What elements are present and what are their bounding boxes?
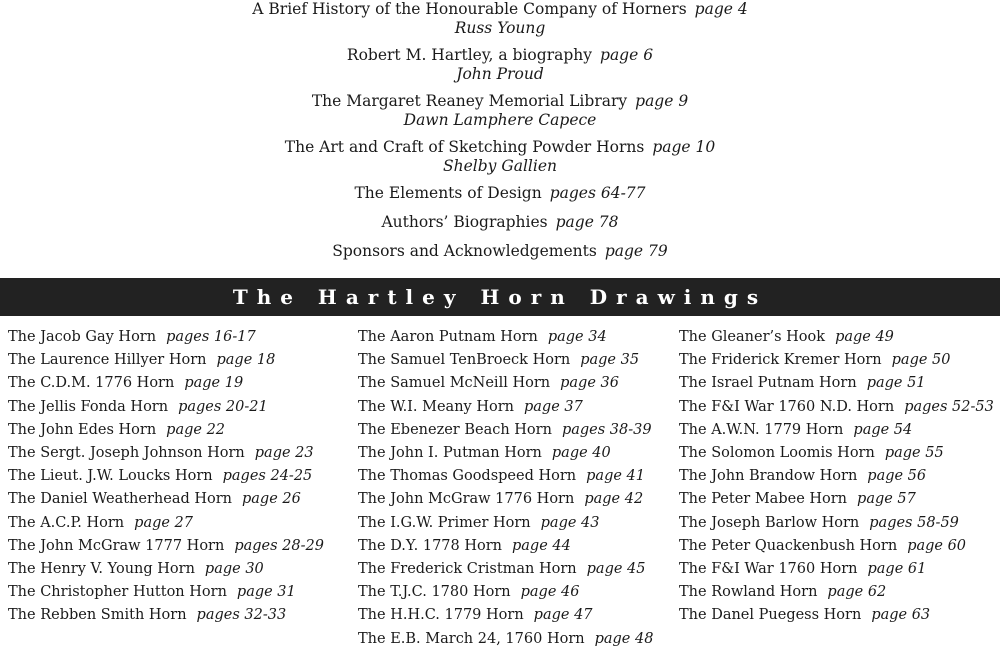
list-item: The Frederick Cristman Horn page 45: [358, 561, 646, 578]
list-item: The F&I War 1760 N.D. Horn pages 52-53: [679, 398, 994, 415]
list-item: The Danel Puegess Horn page 63: [679, 607, 931, 624]
entry-page: page 4: [694, 0, 748, 18]
list-item: The John Edes Horn page 22: [8, 421, 226, 438]
list-item: The Thomas Goodspeed Horn page 41: [358, 468, 645, 485]
entry-title: The Margaret Reaney Memorial Library: [311, 92, 628, 110]
list-item: The Rebben Smith Horn pages 32-33: [8, 607, 287, 624]
list-item: The John Brandow Horn page 56: [679, 468, 927, 485]
list-item: The Gleaner’s Hook page 49: [679, 329, 894, 345]
list-item: The A.W.N. 1779 Horn page 54: [679, 421, 913, 438]
entry-author: Shelby Gallien: [443, 157, 557, 175]
list-item: The Joseph Barlow Horn pages 58-59: [679, 514, 959, 531]
list-item: The D.Y. 1778 Horn page 44: [358, 537, 571, 554]
list-item: The Samuel TenBroeck Horn page 35: [358, 352, 640, 369]
list-item: The Henry V. Young Horn page 30: [8, 561, 264, 578]
entry-page: page 9: [635, 92, 689, 110]
entry-author: John Proud: [456, 65, 544, 83]
list-item: The Laurence Hillyer Horn page 18: [8, 352, 276, 369]
intro-entry: [0, 0, 1000, 37]
list-item: The Daniel Weatherhead Horn page 26: [8, 491, 301, 508]
list-item: The Jacob Gay Horn pages 16-17: [8, 329, 256, 345]
horn-column-3: [679, 326, 994, 628]
list-item: The C.D.M. 1776 Horn page 19: [8, 375, 244, 392]
entry-page: pages 64-77: [549, 184, 646, 202]
list-item: The Peter Mabee Horn page 57: [679, 491, 916, 508]
intro-entry: [0, 213, 1000, 232]
horn-column-1: [8, 326, 324, 628]
entry-title: The Art and Craft of Sketching Powder Horns: [284, 138, 645, 156]
list-item: The John I. Putman Horn page 40: [358, 445, 611, 462]
entry-author: Dawn Lamphere Capece: [403, 111, 597, 129]
list-item: The Jellis Fonda Horn pages 20-21: [8, 398, 268, 415]
horn-column-2: [358, 326, 653, 651]
intro-entry: [0, 138, 1000, 175]
intro-entry: [0, 46, 1000, 83]
entry-title: Robert M. Hartley, a biography: [346, 46, 593, 64]
list-item: The A.C.P. Horn page 27: [8, 514, 194, 531]
entry-title: Authors’ Biographies: [381, 213, 548, 231]
list-item: The Rowland Horn page 62: [679, 584, 887, 601]
list-item: The Samuel McNeill Horn page 36: [358, 375, 619, 392]
list-item: The Peter Quackenbush Horn page 60: [679, 537, 967, 554]
list-item: The Solomon Loomis Horn page 55: [679, 445, 944, 462]
intro-entry: [0, 92, 1000, 129]
entry-page: page 79: [604, 242, 668, 260]
list-item: The W.I. Meany Horn page 37: [358, 398, 583, 415]
list-item: The E.B. March 24, 1760 Horn page 48: [358, 630, 654, 647]
list-item: The Aaron Putnam Horn page 34: [358, 329, 607, 345]
entry-page: page 78: [555, 213, 619, 231]
list-item: The Ebenezer Beach Horn pages 38-39: [358, 421, 652, 438]
section-banner: The Hartley Horn Drawings: [0, 278, 1000, 316]
list-item: The Israel Putnam Horn page 51: [679, 375, 926, 392]
list-item: The John McGraw 1777 Horn pages 28-29: [8, 537, 324, 554]
list-item: The Friderick Kremer Horn page 50: [679, 352, 951, 369]
list-item: The Christopher Hutton Horn page 31: [8, 584, 296, 601]
intro-entry: [0, 184, 1000, 203]
entry-page: page 6: [600, 46, 654, 64]
list-item: The H.H.C. 1779 Horn page 47: [358, 607, 593, 624]
intro-entry: [0, 242, 1000, 261]
list-item: The I.G.W. Primer Horn page 43: [358, 514, 600, 531]
list-item: The John McGraw 1776 Horn page 42: [358, 491, 644, 508]
list-item: The F&I War 1760 Horn page 61: [679, 561, 927, 578]
entry-title: A Brief History of the Honourable Company of Horners: [252, 0, 687, 18]
entry-title: The Elements of Design: [354, 184, 542, 202]
entry-page: page 10: [652, 138, 716, 156]
list-item: The Lieut. J.W. Loucks Horn pages 24-25: [8, 468, 313, 485]
entry-author: Russ Young: [454, 19, 546, 37]
list-item: The Sergt. Joseph Johnson Horn page 23: [8, 445, 314, 462]
entry-title: Sponsors and Acknowledgements: [332, 242, 597, 260]
list-item: The T.J.C. 1780 Horn page 46: [358, 584, 580, 601]
